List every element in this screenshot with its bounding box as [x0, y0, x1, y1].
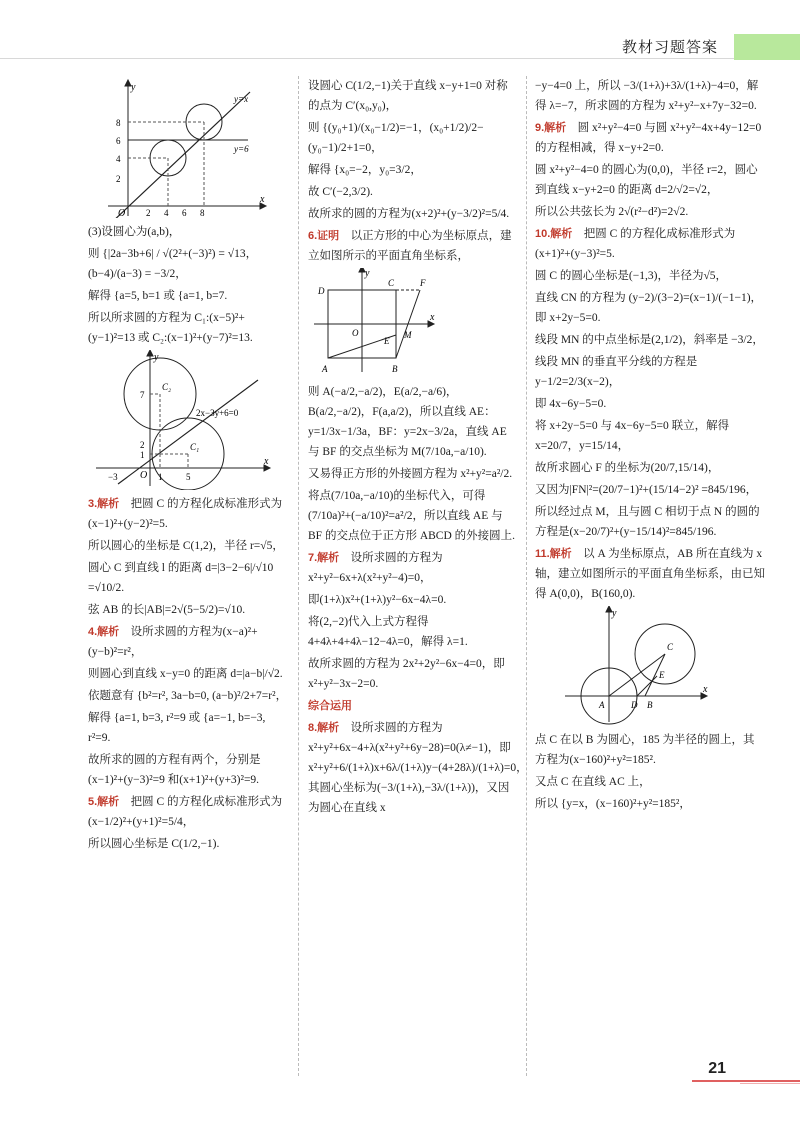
y-tick-2: 2 — [116, 174, 121, 184]
text-block: 故所求圆心 F 的坐标为(20/7,15/14)， — [535, 462, 720, 474]
figure-circle-ab — [535, 606, 735, 726]
text-block: 依题意有 {b²=r², 3a−b=0, (a−b)²/2+7=r²， — [88, 690, 288, 702]
y-label: y — [612, 608, 617, 619]
text-block: 线段 MN 的垂直平分线的方程是 y−1/2=2/3(x−2)， — [535, 356, 698, 388]
text-block: 圆心 C 到直线 l 的距离 d=|3−2−6|/√10 =√10/2. — [88, 562, 274, 594]
column-3 — [535, 76, 765, 816]
exercise-label: 8.解析 — [308, 722, 340, 734]
header-title: 教材习题答案 — [621, 39, 718, 56]
origin-label: O — [140, 470, 148, 481]
exercise-label: 3.解析 — [88, 498, 120, 510]
text-block: 又点 C 在直线 AC 上， — [535, 776, 651, 788]
page-number: 21 — [708, 1060, 726, 1077]
text-block: 所以 {y=x，(x−160)²+y²=185²， — [535, 798, 691, 810]
text-block: 11.解析 以 A 为坐标原点，AB 所在直线为 x 轴，建立如图所示的平面直角坐标系，由已知得 A(0,0)，B(160,0). — [535, 548, 765, 600]
text-block: 将(2,−2)代入上式方程得 4+4λ+4+4λ−12−4λ=0，解得 λ=1. — [308, 616, 468, 648]
line-label: 2x−3y+6=0 — [196, 408, 239, 418]
x-label: x — [430, 312, 435, 323]
text-block: 则 A(−a/2,−a/2)，E(a/2,−a/6)，B(a/2,−a/2)，F(a,a/2)，所以直线 AE：y=1/3x−1/3a，BF：y=2x−3/2a，直线 AE 与 BF 的交点坐标为 M(7/10a,−a/10). — [308, 386, 507, 458]
line-label-yx: y=x — [234, 94, 249, 104]
text-block: 则 {(y₀+1)/(x₀−1/2)=−1，(x₀+1/2)/2−(y₀−1)/2+1=0， — [308, 122, 484, 154]
text-block: 10.解析 把圆 C 的方程化成标准形式为 (x+1)²+(y−3)²=5. — [535, 228, 736, 260]
pt-a: A — [322, 364, 328, 374]
text-block: 所以圆心坐标是 C(1/2,−1). — [88, 838, 220, 850]
column-1 — [88, 76, 288, 856]
x-label: x — [264, 456, 269, 467]
pt-c: C — [388, 278, 395, 288]
x-tick-4: 4 — [164, 208, 169, 218]
text-block: 故所求的圆的方程有两个，分别是(x−1)²+(y−3)²=9 和(x+1)²+(y+3)²=9. — [88, 754, 261, 786]
text-block: 圆 C 的圆心坐标是(−1,3)，半径为√5， — [535, 270, 728, 282]
y-tick-8: 8 — [116, 118, 121, 128]
x-tick-8: 8 — [200, 208, 205, 218]
y-label: y — [131, 82, 136, 93]
y-label: y — [365, 268, 370, 279]
text-block: 又因为|FN|²=(20/7−1)²+(15/14−2)² =845/196， — [535, 484, 758, 496]
text-block: 所以经过点 M，且与圆 C 相切于点 N 的圆的方程是(x−20/7)²+(y−15/14)²=845/196. — [535, 506, 760, 538]
exercise-label: 6.证明 — [308, 230, 340, 242]
pt-d: D — [631, 700, 638, 710]
y-tick-6: 6 — [116, 136, 121, 146]
text-block: 弦 AB 的长|AB|=2√(5−5/2)=√10. — [88, 604, 246, 616]
text-block: 直线 CN 的方程为 (y−2)/(3−2)=(x−1)/(−1−1)，即 x+2y−5=0. — [535, 292, 763, 324]
exercise-label: 7.解析 — [308, 552, 340, 564]
x-tick-2: 2 — [146, 208, 151, 218]
c1-label: C₁ — [190, 442, 200, 452]
text-block: 将 x+2y−5=0 与 4x−6y−5=0 联立，解得 x=20/7，y=15/14， — [535, 420, 730, 452]
c2-label: C₂ — [162, 382, 172, 392]
text-block: 即(1+λ)x²+(1+λ)y²−6x−4λ=0. — [308, 594, 447, 606]
text-block: 线段 MN 的中点坐标是(2,1/2)，斜率是 −3/2， — [535, 334, 764, 346]
text-block: 则 {|2a−3b+6| / √(2²+(−3)²) = √13，(b−4)/(a−3) = −3/2， — [88, 248, 258, 280]
text-block: (3)设圆心为(a,b)， — [88, 226, 181, 238]
text-block: 6.证明 以正方形的中心为坐标原点，建立如图所示的平面直角坐标系， — [308, 230, 512, 262]
text-block: 故所求圆的方程为 2x²+2y²−6x−4=0，即 x²+y²−3x−2=0. — [308, 658, 505, 690]
y-label: y — [154, 352, 159, 363]
x-label: x — [260, 194, 265, 205]
section-heading: 综合运用 — [308, 700, 352, 712]
exercise-label: 9.解析 — [535, 122, 567, 134]
text-block: 圆 x²+y²−4=0 的圆心为(0,0)，半径 r=2，圆心到直线 x−y+2=0 的距离 d=2/√2=√2， — [535, 164, 758, 196]
text-block: 将点(7/10a,−a/10)的坐标代入，可得(7/10a)²+(−a/10)²=a²/2，所以直线 AE 与 BF 的交点位于正方形 ABCD 的外接圆上. — [308, 490, 516, 542]
column-2 — [308, 76, 528, 820]
column-divider-1 — [298, 76, 300, 1076]
figure-two-circles-tangent — [88, 350, 278, 490]
figure-square-lines — [308, 268, 508, 378]
text-block: 4.解析 设所求圆的方程为(x−a)²+(y−b)²=r²， — [88, 626, 258, 658]
x-tick-6: 6 — [182, 208, 187, 218]
pt-e: E — [384, 336, 390, 346]
page-number-rule — [692, 1080, 800, 1082]
text-block: 7.解析 设所求圆的方程为 x²+y²−6x+λ(x²+y²−4)=0， — [308, 552, 443, 584]
text-block: 解得 {x₀=−2，y₀=3/2， — [308, 164, 422, 176]
x-tick-neg3: −3 — [108, 472, 118, 482]
text-block: 3.解析 把圆 C 的方程化成标准形式为 (x−1)²+(y−2)²=5. — [88, 498, 283, 530]
pt-d: D — [318, 286, 325, 296]
line-y-eq-x — [110, 92, 250, 218]
text-block: 解得 {a=5, b=1 或 {a=1, b=7. — [88, 290, 228, 302]
y-tick-2: 2 — [140, 440, 145, 450]
y-tick-1: 1 — [140, 450, 145, 460]
text-block: −y−4=0 上，所以 −3/(1+λ)+3λ/(1+λ)−4=0，解得 λ=−7，所求圆的方程为 x²+y²−x+7y−32=0. — [535, 80, 759, 112]
text-block: 所以所求圆的方程为 C₁:(x−5)²+(y−1)²=13 或 C₂:(x−1)²+(y−7)²=13. — [88, 312, 253, 344]
pt-b: B — [647, 700, 653, 710]
text-block: 8.解析 设所求圆的方程为 x²+y²+6x−4+λ(x²+y²+6y−28)=0(λ≠−1)，即 x²+y²+6/(1+λ)x+6λ/(1+λ)y−(4+28λ)/(1+λ)=0，其圆心坐标为(−3/(1+λ),−3λ/(1+λ))，又因为圆心在直线 x — [308, 722, 528, 814]
exercise-label: 4.解析 — [88, 626, 120, 638]
text-block: 点 C 在以 B 为圆心，185 为半径的圆上，其方程为(x−160)²+y²=185². — [535, 734, 755, 766]
origin-label: O — [118, 208, 126, 218]
text-block: 设圆心 C(1/2,−1)关于直线 x−y+1=0 对称的点为 C′(x₀,y₀)， — [308, 80, 508, 112]
page-header — [0, 0, 800, 62]
pt-b: B — [392, 364, 398, 374]
text-block: 即 4x−6y−5=0. — [535, 398, 607, 410]
text-block: 又易得正方形的外接圆方程为 x²+y²=a²/2. — [308, 468, 513, 480]
text-block: 则圆心到直线 x−y=0 的距离 d=|a−b|/√2. — [88, 668, 283, 680]
y-tick-4: 4 — [116, 154, 121, 164]
text-block: 5.解析 把圆 C 的方程化成标准形式为 (x−1/2)²+(y+1)²=5/4， — [88, 796, 283, 828]
text-block: 9.解析 圆 x²+y²−4=0 与圆 x²+y²−4x+4y−12=0 的方程相减，得 x−y+2=0. — [535, 122, 762, 154]
pt-a: A — [599, 700, 605, 710]
header-rule — [0, 58, 800, 59]
column-divider-2 — [526, 76, 528, 1076]
x-label: x — [703, 684, 708, 695]
x-tick-5: 5 — [186, 472, 191, 482]
header-accent-tab — [734, 34, 800, 60]
pt-m: M — [404, 330, 412, 340]
pt-c: C — [667, 642, 674, 652]
figure-circles-line — [88, 78, 288, 218]
exercise-label: 11.解析 — [535, 548, 572, 560]
origin-label: O — [352, 328, 359, 338]
line-ac — [609, 654, 665, 696]
line-label-y6: y=6 — [234, 144, 249, 154]
pt-f: F — [420, 278, 426, 288]
text-block: 故 C′(−2,3/2). — [308, 186, 373, 198]
page-number-rule-light — [740, 1083, 800, 1084]
exercise-label: 10.解析 — [535, 228, 573, 240]
text-block: 故所求的圆的方程为(x+2)²+(y−3/2)²=5/4. — [308, 208, 510, 220]
exercise-label: 5.解析 — [88, 796, 120, 808]
text-block: 所以公共弦长为 2√(r²−d²)=2√2. — [535, 206, 689, 218]
pt-e: E — [659, 670, 665, 680]
x-tick-1: 1 — [158, 472, 163, 482]
y-tick-7: 7 — [140, 390, 145, 400]
text-block: 所以圆心的坐标是 C(1,2)，半径 r=√5， — [88, 540, 284, 552]
text-block: 解得 {a=1, b=3, r²=9 或 {a=−1, b=−3, r²=9. — [88, 712, 266, 744]
